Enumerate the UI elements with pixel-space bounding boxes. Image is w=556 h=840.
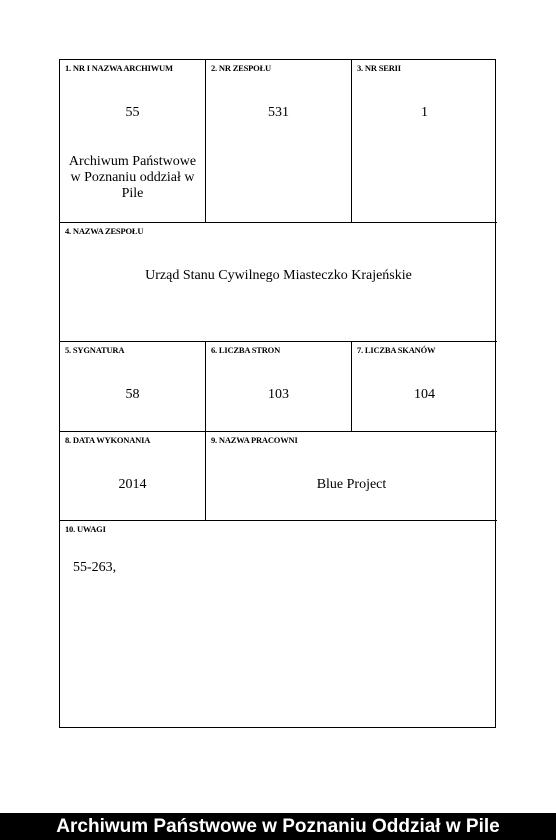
signature-cell xyxy=(60,342,206,432)
series-number-value: 1 xyxy=(421,105,428,120)
fond-name-cell xyxy=(60,223,497,342)
archive-cell xyxy=(60,60,206,223)
signature-value: 58 xyxy=(125,387,140,402)
page-count-value: 103 xyxy=(268,387,289,402)
date-cell xyxy=(60,432,206,521)
series-number-label: 3. NR SERII xyxy=(357,63,401,73)
fond-number-cell xyxy=(206,60,352,223)
scan-count-value: 104 xyxy=(414,387,435,402)
series-number-cell xyxy=(352,60,497,223)
notes-cell xyxy=(60,521,497,727)
page-count-label: 6. LICZBA STRON xyxy=(211,345,281,355)
fond-number-value: 531 xyxy=(268,105,289,120)
scan-count-cell xyxy=(352,342,497,432)
archive-label: 1. NR I NAZWA ARCHIWUM xyxy=(65,63,173,73)
date-value: 2014 xyxy=(118,477,147,492)
metadata-card xyxy=(59,59,496,728)
studio-value: Blue Project xyxy=(316,477,387,492)
fond-number-label: 2. NR ZESPOŁU xyxy=(211,63,271,73)
archive-name: Archiwum Państwowe w Poznaniu oddział w Pile xyxy=(68,154,197,201)
notes-value: 55-263, xyxy=(73,560,117,575)
page-count-cell xyxy=(206,342,352,432)
fond-name-label: 4. NAZWA ZESPOŁU xyxy=(65,226,144,236)
notes-label: 10. UWAGI xyxy=(65,524,106,534)
fond-name-value: Urząd Stanu Cywilnego Miasteczko Krajeńskie xyxy=(145,268,412,283)
signature-label: 5. SYGNATURA xyxy=(65,345,125,355)
archive-footer-banner: Archiwum Państwowe w Poznaniu Oddział w Pile xyxy=(0,813,556,840)
date-label: 8. DATA WYKONANIA xyxy=(65,435,151,445)
archive-number: 55 xyxy=(125,105,140,120)
studio-label: 9. NAZWA PRACOWNI xyxy=(211,435,298,445)
scan-count-label: 7. LICZBA SKANÓW xyxy=(357,345,436,355)
studio-cell xyxy=(206,432,497,521)
